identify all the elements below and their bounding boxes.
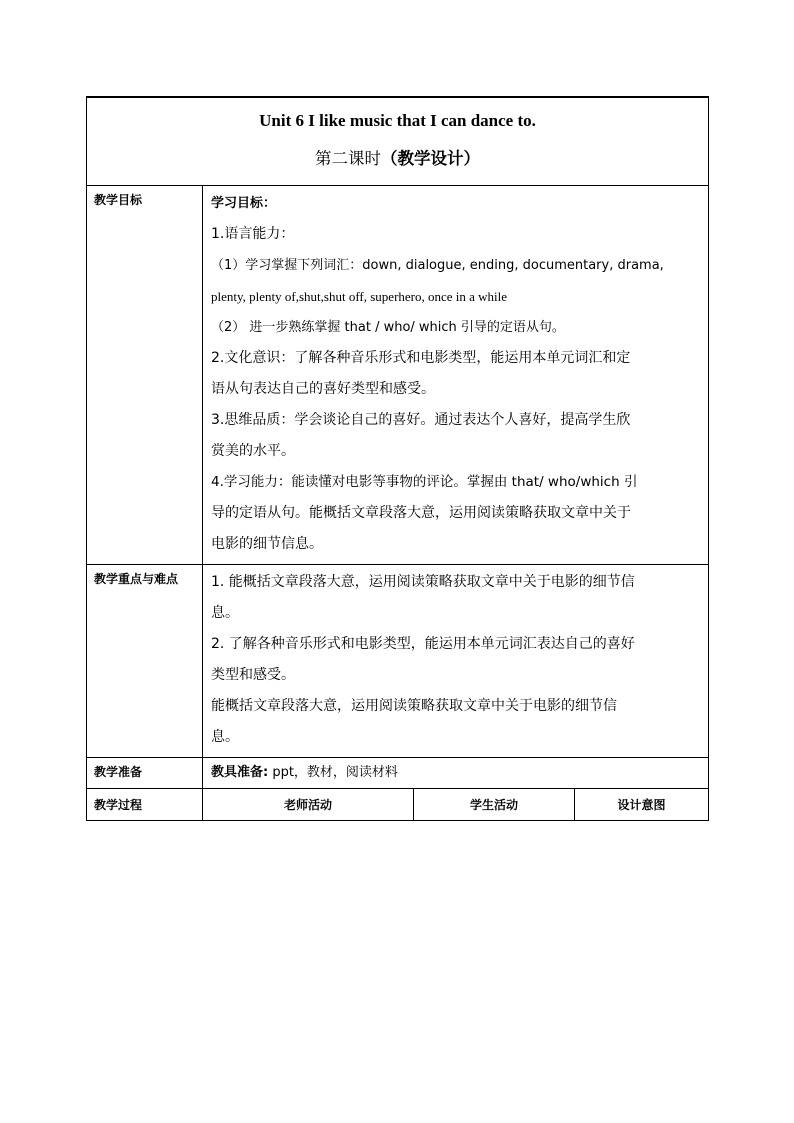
key-points-label: 教学重点与难点 (87, 565, 203, 758)
objective-line: 1.语言能力： (211, 226, 295, 242)
objectives-heading: 学习目标： (211, 196, 277, 211)
objective-line: 4.学习能力：能读懂对电影等事物的评论。掌握由 that/ who/which 引 (211, 474, 638, 490)
objective-line: 电影的细节信息。 (211, 536, 323, 552)
preparation-content (203, 758, 709, 789)
col-student-activity: 学生活动 (414, 789, 575, 821)
objective-line: 2.文化意识：了解各种音乐形式和电影类型，能运用本单元词汇和定 (211, 350, 631, 366)
key-point-line: 能概括文章段落大意，运用阅读策略获取文章中关于电影的细节信 (211, 698, 617, 714)
title-chinese (87, 148, 708, 170)
objectives-label: 教学目标 (87, 186, 203, 565)
title-chinese-main: 第二课时 (315, 149, 382, 168)
col-teacher-activity: 老师活动 (203, 789, 414, 821)
title-chinese-bold: （教学设计） (381, 149, 481, 168)
key-point-line: 息。 (211, 729, 239, 745)
key-point-line: 1. 能概括文章段落大意，运用阅读策略获取文章中关于电影的细节信 (211, 574, 635, 590)
objective-line: （1）学习掌握下列词汇：down, dialogue, ending, documentary, drama, (211, 258, 664, 273)
preparation-text: ppt，教材，阅读材料 (268, 765, 398, 780)
objective-line: plenty, plenty of,shut,shut off, superhero, once in a while (211, 289, 508, 304)
key-points-content (203, 565, 709, 758)
key-point-line: 类型和感受。 (211, 667, 295, 683)
key-point-line: 2. 了解各种音乐形式和电影类型，能运用本单元词汇表达自己的喜好 (211, 636, 635, 652)
preparation-prefix: 教具准备: (211, 765, 269, 780)
objective-line: 导的定语从句。能概括文章段落大意，运用阅读策略获取文章中关于 (211, 505, 631, 521)
key-point-line: 息。 (211, 605, 239, 621)
title-cell (87, 97, 709, 186)
objective-line: （2） 进一步熟练掌握 that / who/ which 引导的定语从句。 (211, 320, 565, 335)
objective-line: 语从句表达自己的喜好类型和感受。 (211, 381, 435, 397)
preparation-label: 教学准备 (87, 758, 203, 789)
process-label: 教学过程 (87, 789, 203, 821)
objective-line: 赏美的水平。 (211, 443, 295, 459)
title-english: Unit 6 I like music that I can dance to. (259, 111, 536, 130)
objective-line: 3.思维品质：学会谈论自己的喜好。通过表达个人喜好，提高学生欣 (211, 412, 631, 428)
lesson-plan-table (86, 96, 709, 821)
objectives-content (203, 186, 709, 565)
col-design-intent: 设计意图 (575, 789, 709, 821)
